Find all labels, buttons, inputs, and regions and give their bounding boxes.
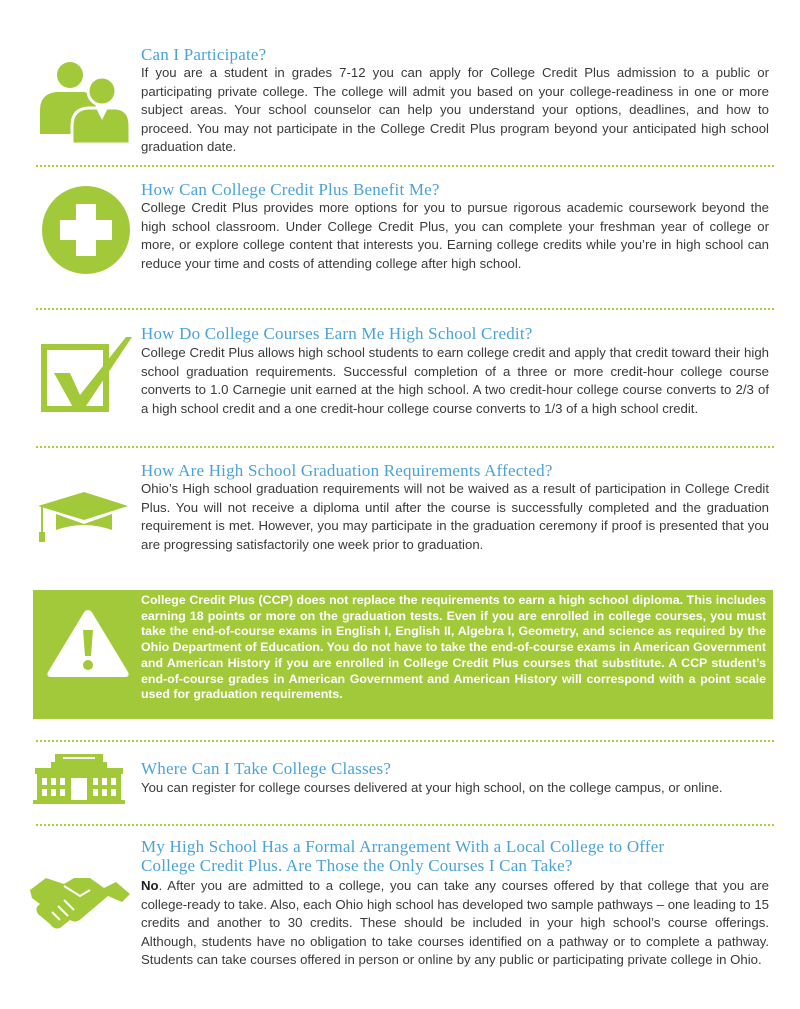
divider <box>36 824 774 826</box>
section-title: Where Can I Take College Classes? <box>141 759 392 778</box>
section-title-line: College Credit Plus. Are Those the Only Courses I Can Take? <box>141 856 573 875</box>
building-icon <box>33 752 125 804</box>
divider <box>36 740 774 742</box>
section-body: College Credit Plus allows high school students to earn college credit and apply that credit toward their high school graduation requirements. Successful completion of a three or more credit-hour college course converts to 1.0 Carnegie unit earned at the high school. A two credit-hour college course converts to 2/3 of a high school credit and a one credit-hour college course converts to 1/3 of a high school credit. <box>141 345 769 416</box>
handshake-icon <box>30 868 130 930</box>
warning-icon <box>45 606 131 680</box>
section-title: How Can College Credit Plus Benefit Me? <box>141 180 440 199</box>
people-icon <box>36 58 132 144</box>
answer-text: . After you are admitted to a college, you can take any courses offered by that college that you are college-ready to take. Also, each Ohio high school has developed two sample pathways – one leading to 15 credits and another to 30 credits. These should be included in your high school’s course offerings. Although, students have no obligation to take courses identified on a pathway or to complete a pathway. Students can take courses offered in person or online by any public or participating private college in Ohio. <box>141 878 769 967</box>
graduation-cap-icon <box>34 490 130 546</box>
divider <box>36 446 774 448</box>
section-title <box>141 837 781 875</box>
answer-lead: No <box>141 878 159 893</box>
section-body: Ohio’s High school graduation requirements will not be waived as a result of participation in College Credit Plus. You will not receive a diploma until after the course is successfully completed and the graduation requirement is met. However, you may participate in the graduation ceremony if proof is presented that you are progressing satisfactorily one week prior to graduation. <box>141 481 769 552</box>
plus-circle-icon <box>42 186 130 274</box>
section-body: You can register for college courses delivered at your high school, on the college campus, or online. <box>141 780 723 795</box>
section-title-line: My High School Has a Formal Arrangement With a Local College to Offer <box>141 837 665 856</box>
section-title: How Are High School Graduation Requirements Affected? <box>141 461 553 480</box>
section-title: Can I Participate? <box>141 45 267 64</box>
section-body: College Credit Plus provides more options for you to pursue rigorous academic coursework beyond the high school classroom. Under College Credit Plus, you can complete your freshman year of college or more, or explore college content that interests you. Earning college credits while you’re in high school can reduce your time and costs of attending college after high school. <box>141 200 769 271</box>
checkbox-icon <box>40 333 134 415</box>
alert-box <box>33 590 773 719</box>
divider <box>36 165 774 167</box>
section-title: How Do College Courses Earn Me High School Credit? <box>141 324 533 343</box>
alert-text: College Credit Plus (CCP) does not replace the requirements to earn a high school diploma. This includes earning 18 points or more on the graduation tests. Even if you are enrolled in college courses, you must take the end-of-course exams in English I, English II, Algebra I, Geometry, and science as required by the Ohio Department of Education. You do not have to take the end-of-course exams in American Government and American History if you are enrolled in College Credit Plus courses that substitute. A CCP student’s end-of-course grades in American Government and American History will correspond with a point scale used for graduation requirements. <box>141 593 766 702</box>
section-body: If you are a student in grades 7-12 you can apply for College Credit Plus admission to a public or participating private college. The college will admit you based on your college-readiness in one or more subject areas. Your school counselor can help you understand your options, deadlines, and how to proceed. You may not participate in the College Credit Plus program beyond your anticipated high school graduation date. <box>141 65 769 154</box>
divider <box>36 308 774 310</box>
section-body <box>141 877 769 970</box>
